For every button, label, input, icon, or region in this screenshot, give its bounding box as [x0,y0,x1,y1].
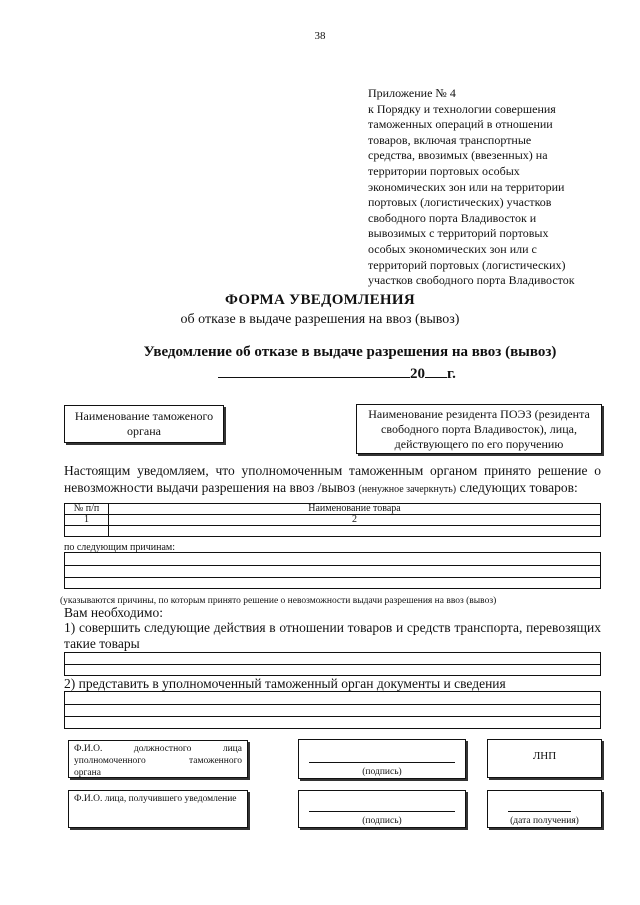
table-row[interactable] [65,526,601,537]
official-name-box[interactable] [68,740,248,778]
column-number-2: 2 [109,515,601,526]
need-label: Вам необходимо: [64,605,163,620]
signature-caption: (подпись) [362,816,402,826]
action-item-2: 2) представить в уполномоченный таможенный орган документы и сведения [64,676,506,691]
appendix-line: особых экономических зон или с [368,241,537,256]
date-blank[interactable] [218,364,410,378]
field-line [65,716,600,717]
intro-paragraph [64,462,601,498]
column-number-1: 1 [65,515,109,526]
appendix-line: участков свободного порта Владивосток [368,273,575,288]
header-goods-name: Наименование товара [109,504,601,515]
field-line [65,664,600,665]
reasons-field[interactable] [64,552,601,589]
official-word: Ф.И.О. [74,744,103,754]
signature-line [309,762,455,763]
action-item-1: 1) совершить следующие действия в отношении товаров и средств транспорта, перевозящих такие товары [64,620,601,651]
recipient-name-box[interactable]: Ф.И.О. лица, получившего уведомление [68,790,248,828]
table-cell[interactable] [109,526,601,537]
form-subtitle: об отказе в выдаче разрешения на ввоз (вывоз) [180,312,460,327]
page-number: 38 [314,30,326,42]
appendix-line: к Порядку и технологии совершения [368,101,556,116]
year-blank[interactable] [425,364,447,378]
reasons-label: по следующим причинам: [64,542,176,553]
signature-line [309,811,455,812]
table-header-row [65,504,601,515]
official-word: должностного [133,744,192,754]
header-number: № п/п [65,504,109,515]
intro-tail: следующих товаров: [459,480,578,495]
notice-title: Уведомление об отказе в выдаче разрешения на ввоз (вывоз) [143,344,557,360]
recipient-signature-box[interactable] [298,790,466,828]
appendix-line: товаров, включая транспортные [368,132,532,147]
official-word: лица [222,744,242,754]
official-word: таможенного [189,756,242,766]
customs-authority-box[interactable]: Наименование таможеного органа [64,405,224,443]
intro-text: Настоящим уведомляем, что уполномоченным таможенным органом принято решение о невозможности выдачи разрешения на ввоз /вывоз [64,463,601,495]
appendix-line: Приложение № 4 [368,86,456,100]
official-word: органа [74,768,101,778]
field-line [65,704,600,705]
field-line [65,577,600,578]
appendix-line: вывозимых с территорий портовых [368,226,549,241]
official-word: уполномоченного [74,756,146,766]
lnp-box[interactable]: ЛНП [487,739,602,778]
appendix-line: портовых (логистических) участков [368,195,552,210]
receipt-date-box[interactable] [487,790,602,828]
official-signature-box[interactable] [298,739,466,779]
resident-name-box[interactable]: Наименование резидента ПОЭЗ (резидента свободного порта Владивосток), лица, действующего по его поручению [356,404,602,454]
table-cell[interactable] [65,526,109,537]
intro-hint: (ненужное зачеркнуть) [358,484,457,495]
signature-caption: (подпись) [362,767,402,777]
appendix-line: таможенных операций в отношении [368,117,553,132]
appendix-line: средства, ввозимых (ввезенных) на [368,148,548,163]
date-caption: (дата получения) [510,816,579,826]
appendix-line: территории портовых особых [368,163,520,178]
appendix-line: экономических зон или на территории [368,179,565,194]
actions-field[interactable] [64,652,601,676]
appendix-reference [368,86,608,289]
year-suffix: г. [447,366,456,382]
goods-table [64,503,601,537]
date-line [218,364,483,383]
table-numbers-row [65,515,601,526]
reasons-note: (указываются причины, по которым принято решение о невозможности выдачи разрешения на ввоз (вывоз) [60,596,497,606]
field-line [65,565,600,566]
documents-field[interactable] [64,691,601,729]
appendix-line: свободного порта Владивосток и [368,210,537,225]
form-title: ФОРМА УВЕДОМЛЕНИЯ [225,292,415,308]
appendix-line: территорий портовых (логистических) [368,257,566,272]
year-prefix: 20 [410,366,425,382]
date-line [508,811,571,812]
